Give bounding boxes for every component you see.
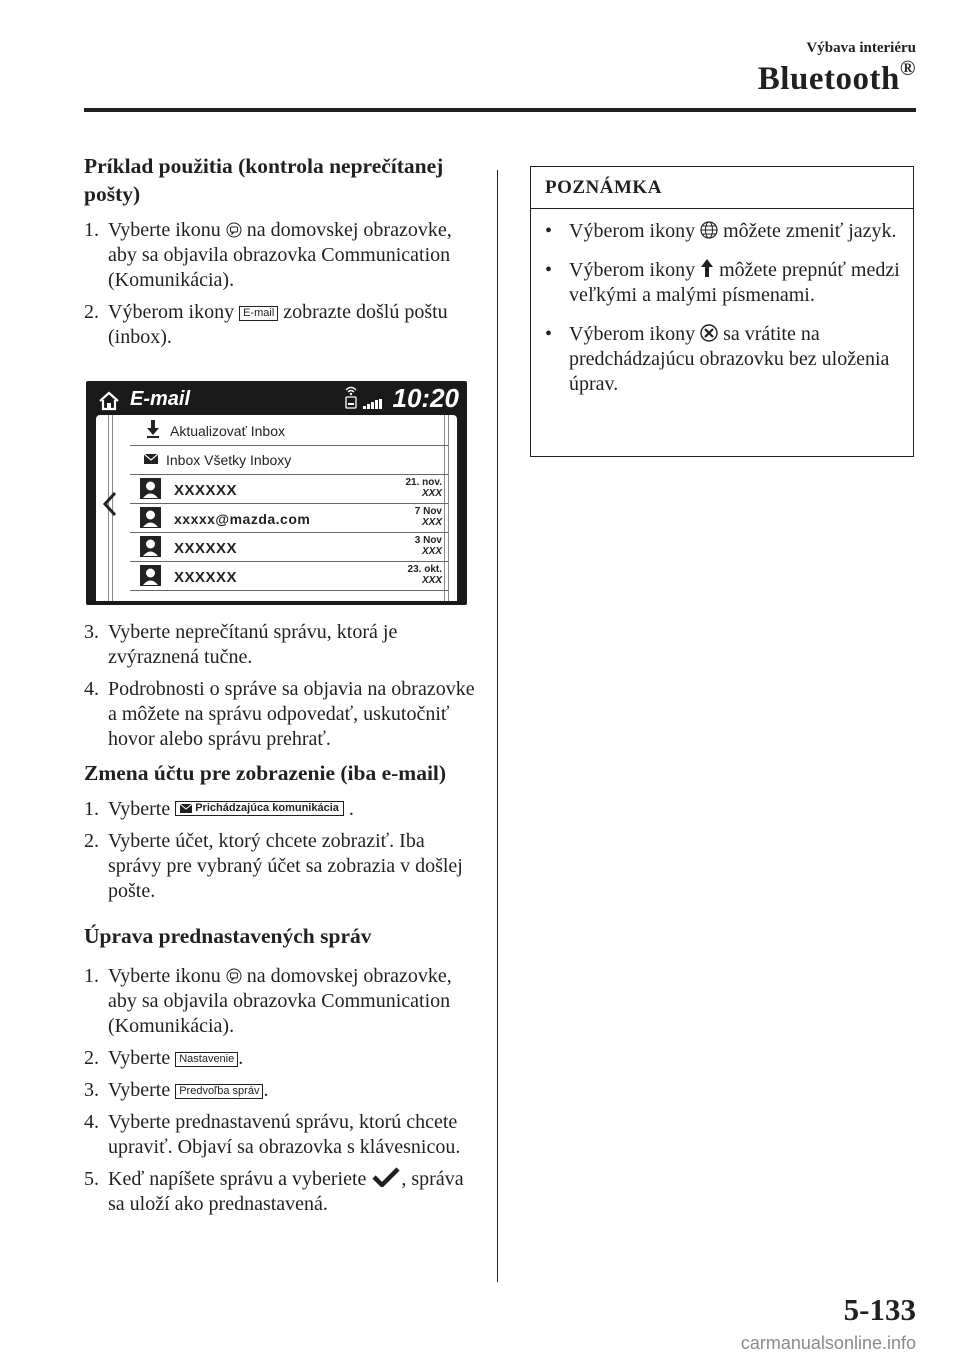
message-sender: XXXXXX — [174, 540, 238, 557]
step-item — [84, 1110, 480, 1160]
step-number: 2. — [84, 830, 99, 852]
steps-unread-mail — [84, 218, 480, 350]
message-year: XXX — [421, 546, 442, 557]
message-row[interactable] — [130, 533, 448, 562]
screen-title: E-mail — [130, 388, 191, 410]
bullet: • — [545, 259, 553, 281]
step-text: Vyberte ikonu — [108, 965, 221, 987]
step-number: 1. — [84, 219, 99, 241]
step-item — [84, 1167, 480, 1217]
bullet: • — [545, 220, 553, 242]
download-icon — [146, 420, 160, 438]
step-number: 2. — [84, 1047, 99, 1069]
email-screen — [86, 381, 467, 605]
step-text: . — [263, 1079, 269, 1101]
email-button: E-mail — [239, 306, 278, 321]
page-title — [758, 58, 916, 98]
cancel-icon — [700, 324, 718, 342]
step-number: 1. — [84, 798, 99, 820]
contact-avatar-icon — [140, 478, 161, 499]
note-box — [530, 166, 914, 457]
message-year: XXX — [421, 488, 442, 499]
envelope-icon — [180, 804, 192, 813]
step-text: , správa sa uloží ako prednastavená. — [108, 1168, 464, 1215]
step-item — [84, 300, 480, 350]
message-date — [415, 506, 442, 528]
step-text: Výberom ikony — [108, 301, 235, 323]
message-date — [415, 535, 442, 557]
note-text: Výberom ikony — [569, 323, 696, 345]
step-text: Keď napíšete správu a vyberiete — [108, 1168, 367, 1190]
step-item — [84, 677, 480, 752]
step-item — [84, 964, 480, 1039]
incoming-communication-label: Prichádzajúca komunikácia — [195, 802, 339, 814]
note-item — [531, 219, 913, 244]
step-text: Vyberte účet, ktorý chcete zobraziť. Iba správy pre vybraný účet sa zobrazia v došlej pošte. — [108, 830, 463, 902]
steps-preset-messages — [84, 964, 480, 1217]
heading-preset-messages: Úprava prednastavených správ — [84, 924, 372, 948]
message-date-text: 7 Nov — [414, 506, 442, 517]
note-text: sa vrátite na predchádzajúcu obrazovku bez uloženia úprav. — [569, 323, 890, 395]
clock: 10:20 — [392, 383, 459, 413]
header-rule — [84, 108, 916, 112]
message-year: XXX — [421, 517, 442, 528]
message-date-text: 3 Nov — [414, 535, 442, 546]
note-text: Výberom ikony — [569, 220, 696, 242]
signal-strength-icon — [363, 399, 383, 409]
back-chevron-icon[interactable] — [102, 491, 118, 517]
heading-change-account: Zmena účtu pre zobrazenie (iba e-mail) — [84, 761, 447, 785]
note-title: POZNÁMKA — [531, 167, 913, 209]
contact-avatar-icon — [140, 565, 161, 586]
inbox-selector-row[interactable] — [130, 446, 448, 475]
bluetooth-phone-icon — [343, 384, 359, 410]
step-text: . — [238, 1047, 244, 1069]
heading-unread-mail: Príklad použitia (kontrola neprečítanej pošty) — [84, 154, 444, 206]
step-text: Vyberte neprečítanú správu, ktorá je zvýraznená tučne. — [108, 621, 398, 668]
left-column — [84, 152, 480, 357]
step-number: 3. — [84, 1079, 99, 1101]
message-sender: XXXXXX — [174, 569, 238, 586]
step-item — [84, 1078, 480, 1103]
step-number: 2. — [84, 301, 99, 323]
note-list — [531, 209, 913, 397]
note-item — [531, 258, 913, 308]
step-number: 3. — [84, 621, 99, 643]
envelope-icon — [144, 454, 158, 464]
note-text: Výberom ikony — [569, 259, 696, 281]
note-text: môžete zmeniť jazyk. — [723, 220, 897, 242]
inbox-selector-label: Inbox Všetky Inboxy — [166, 452, 292, 468]
shift-arrow-icon — [700, 258, 714, 278]
message-row[interactable] — [130, 562, 448, 591]
step-item — [84, 829, 480, 904]
step-text: . — [348, 798, 354, 820]
step-text: Vyberte prednastavenú správu, ktorú chcete upraviť. Objaví sa obrazovka s klávesnicou. — [108, 1111, 461, 1158]
message-date — [408, 564, 442, 586]
step-text: Vyberte ikonu — [108, 219, 221, 241]
step-number: 4. — [84, 678, 99, 700]
step-item — [84, 1046, 480, 1071]
steps-change-account — [84, 797, 480, 904]
communication-icon — [226, 968, 242, 984]
communication-icon — [226, 222, 242, 238]
watermark: carmanualsonline.info — [740, 1333, 916, 1353]
column-divider — [497, 170, 498, 1282]
step-number: 4. — [84, 1111, 99, 1133]
update-inbox-label: Aktualizovať Inbox — [170, 423, 285, 439]
preset-messages-button: Predvoľba správ — [175, 1084, 263, 1099]
step-text: Vyberte — [108, 798, 171, 820]
home-icon — [98, 391, 120, 411]
left-column-continued — [84, 620, 480, 1224]
globe-icon — [700, 221, 718, 239]
bullet: • — [545, 323, 553, 345]
message-row[interactable] — [130, 475, 448, 504]
contact-avatar-icon — [140, 536, 161, 557]
step-number: 5. — [84, 1168, 99, 1190]
contact-avatar-icon — [140, 507, 161, 528]
message-sender: XXXXXX — [174, 482, 238, 499]
step-text: na domovskej obrazovke, aby sa objavila obrazovka Communication (Komunikácia). — [108, 219, 452, 291]
incoming-communication-button — [175, 801, 344, 816]
message-date-text: 23. okt. — [407, 564, 442, 575]
page-title-text: Bluetooth — [757, 61, 900, 97]
step-number: 1. — [84, 965, 99, 987]
step-item — [84, 797, 480, 822]
note-text: môžete prepnúť medzi veľkými a malými písmenami. — [569, 259, 900, 306]
update-inbox-row[interactable] — [130, 415, 448, 446]
settings-button: Nastavenie — [175, 1052, 238, 1067]
step-text: na domovskej obrazovke, aby sa objavila obrazovka Communication (Komunikácia). — [108, 965, 452, 1037]
step-item — [84, 620, 480, 670]
step-text: Podrobnosti o správe sa objavia na obrazovke a môžete na správu odpovedať, uskutočniť hovor alebo správu prehrať. — [108, 678, 475, 750]
message-date-text: 21. nov. — [405, 477, 442, 488]
message-date — [406, 477, 443, 499]
page-number: 5-133 — [843, 1292, 916, 1327]
step-item — [84, 218, 480, 293]
section-title: Výbava interiéru — [806, 40, 916, 56]
message-year: XXX — [421, 575, 442, 586]
email-list-panel — [96, 415, 457, 601]
step-text: Vyberte — [108, 1047, 171, 1069]
message-sender: xxxxx@mazda.com — [174, 511, 311, 527]
steps-unread-mail-continued — [84, 620, 480, 752]
step-text: Vyberte — [108, 1079, 171, 1101]
step-text: zobrazte došlú poštu (inbox). — [108, 301, 448, 348]
checkmark-icon — [371, 1167, 401, 1187]
message-row[interactable] — [130, 504, 448, 533]
registered-mark: ® — [899, 56, 916, 80]
note-item — [531, 322, 913, 397]
